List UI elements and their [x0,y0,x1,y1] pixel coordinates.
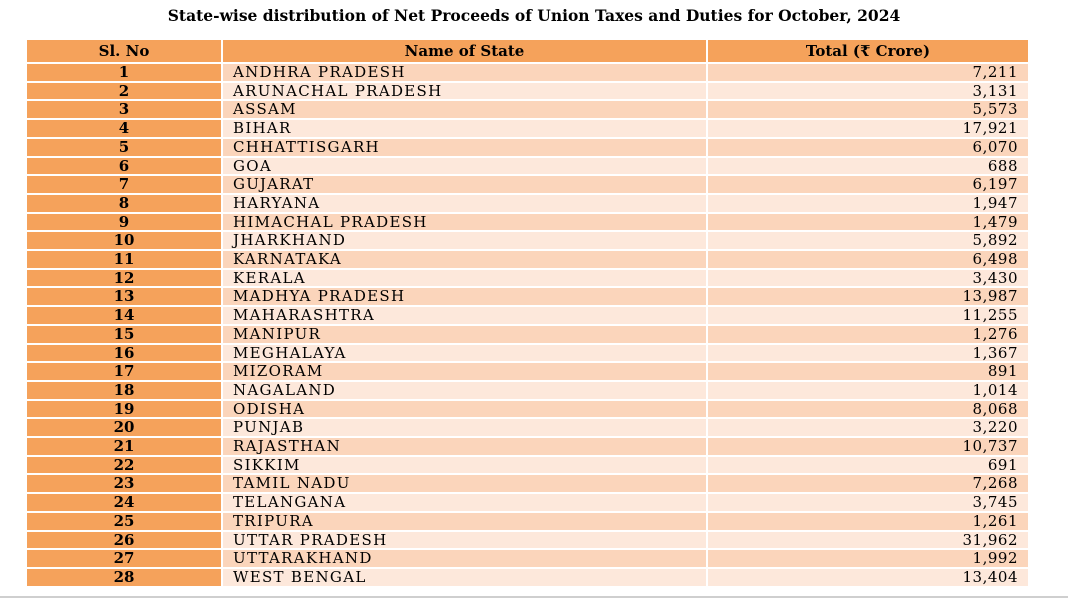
cell-total: 3,745 [707,493,1029,512]
cell-total: 691 [707,456,1029,475]
cell-state-name: CHHATTISGARH [222,138,707,157]
cell-total: 5,573 [707,100,1029,119]
cell-total: 1,014 [707,381,1029,400]
cell-total: 11,255 [707,306,1029,325]
table-row [27,82,1029,101]
table-row [27,512,1029,531]
table-row [27,213,1029,232]
cell-total: 10,737 [707,437,1029,456]
cell-state-name: UTTARAKHAND [222,549,707,568]
cell-total: 31,962 [707,531,1029,550]
cell-sl-no: 3 [27,100,222,119]
cell-total: 13,404 [707,568,1029,587]
cell-sl-no: 9 [27,213,222,232]
cell-sl-no: 15 [27,325,222,344]
document-title: State-wise distribution of Net Proceeds of Union Taxes and Duties for October, 2024 [167,6,901,25]
header-sl-no: Sl. No [27,40,222,63]
cell-sl-no: 12 [27,269,222,288]
cell-total: 8,068 [707,400,1029,419]
table-row [27,325,1029,344]
cell-sl-no: 26 [27,531,222,550]
cell-state-name: KARNATAKA [222,250,707,269]
cell-state-name: PUNJAB [222,418,707,437]
cell-sl-no: 20 [27,418,222,437]
cell-state-name: GOA [222,157,707,176]
table-row [27,362,1029,381]
cell-total: 6,197 [707,175,1029,194]
cell-sl-no: 6 [27,157,222,176]
cell-sl-no: 5 [27,138,222,157]
table-row [27,568,1029,587]
cell-state-name: KERALA [222,269,707,288]
cell-state-name: ASSAM [222,100,707,119]
cell-state-name: MEGHALAYA [222,344,707,363]
cell-state-name: GUJARAT [222,175,707,194]
cell-state-name: HIMACHAL PRADESH [222,213,707,232]
table-row [27,531,1029,550]
cell-sl-no: 16 [27,344,222,363]
cell-state-name: ARUNACHAL PRADESH [222,82,707,101]
cell-state-name: MANIPUR [222,325,707,344]
cell-sl-no: 18 [27,381,222,400]
cell-total: 7,211 [707,63,1029,82]
cell-total: 1,367 [707,344,1029,363]
cell-sl-no: 17 [27,362,222,381]
table-row [27,100,1029,119]
cell-state-name: UTTAR PRADESH [222,531,707,550]
table-row [27,400,1029,419]
table-row [27,474,1029,493]
cell-total: 6,070 [707,138,1029,157]
cell-sl-no: 25 [27,512,222,531]
cell-state-name: MIZORAM [222,362,707,381]
cell-state-name: TAMIL NADU [222,474,707,493]
cell-total: 891 [707,362,1029,381]
table-header-row [27,40,1029,63]
table-row [27,287,1029,306]
cell-state-name: WEST BENGAL [222,568,707,587]
cell-sl-no: 19 [27,400,222,419]
cell-sl-no: 27 [27,549,222,568]
cell-state-name: BIHAR [222,119,707,138]
cell-total: 1,947 [707,194,1029,213]
cell-sl-no: 8 [27,194,222,213]
table-row [27,549,1029,568]
state-distribution-table [27,40,1030,588]
table-row [27,437,1029,456]
cell-total: 1,276 [707,325,1029,344]
cell-state-name: NAGALAND [222,381,707,400]
cell-state-name: ODISHA [222,400,707,419]
table-row [27,194,1029,213]
cell-sl-no: 11 [27,250,222,269]
table-body [27,63,1029,587]
cell-total: 1,992 [707,549,1029,568]
cell-sl-no: 23 [27,474,222,493]
table-row [27,157,1029,176]
cell-sl-no: 4 [27,119,222,138]
cell-sl-no: 21 [27,437,222,456]
table-row [27,381,1029,400]
cell-sl-no: 22 [27,456,222,475]
table-row [27,231,1029,250]
cell-state-name: MAHARASHTRA [222,306,707,325]
cell-state-name: MADHYA PRADESH [222,287,707,306]
cell-sl-no: 14 [27,306,222,325]
cell-state-name: TELANGANA [222,493,707,512]
cell-total: 17,921 [707,119,1029,138]
cell-total: 3,430 [707,269,1029,288]
cell-state-name: JHARKHAND [222,231,707,250]
table-row [27,493,1029,512]
table-row [27,250,1029,269]
cell-total: 3,220 [707,418,1029,437]
cell-state-name: TRIPURA [222,512,707,531]
cell-state-name: HARYANA [222,194,707,213]
cell-total: 688 [707,157,1029,176]
cell-sl-no: 24 [27,493,222,512]
table-row [27,138,1029,157]
table-row [27,175,1029,194]
header-state-name: Name of State [222,40,707,63]
header-total: Total (₹ Crore) [707,40,1029,63]
table-row [27,418,1029,437]
table-row [27,344,1029,363]
table-row [27,63,1029,82]
table-row [27,119,1029,138]
cell-total: 6,498 [707,250,1029,269]
cell-sl-no: 28 [27,568,222,587]
cell-sl-no: 10 [27,231,222,250]
cell-state-name: SIKKIM [222,456,707,475]
cell-state-name: RAJASTHAN [222,437,707,456]
cell-sl-no: 2 [27,82,222,101]
cell-state-name: ANDHRA PRADESH [222,63,707,82]
cell-total: 5,892 [707,231,1029,250]
cell-total: 1,479 [707,213,1029,232]
table-row [27,306,1029,325]
table-row [27,269,1029,288]
table-row [27,456,1029,475]
cell-total: 3,131 [707,82,1029,101]
cell-sl-no: 13 [27,287,222,306]
cell-total: 7,268 [707,474,1029,493]
cell-total: 1,261 [707,512,1029,531]
bottom-divider [0,596,1068,598]
cell-total: 13,987 [707,287,1029,306]
cell-sl-no: 7 [27,175,222,194]
cell-sl-no: 1 [27,63,222,82]
